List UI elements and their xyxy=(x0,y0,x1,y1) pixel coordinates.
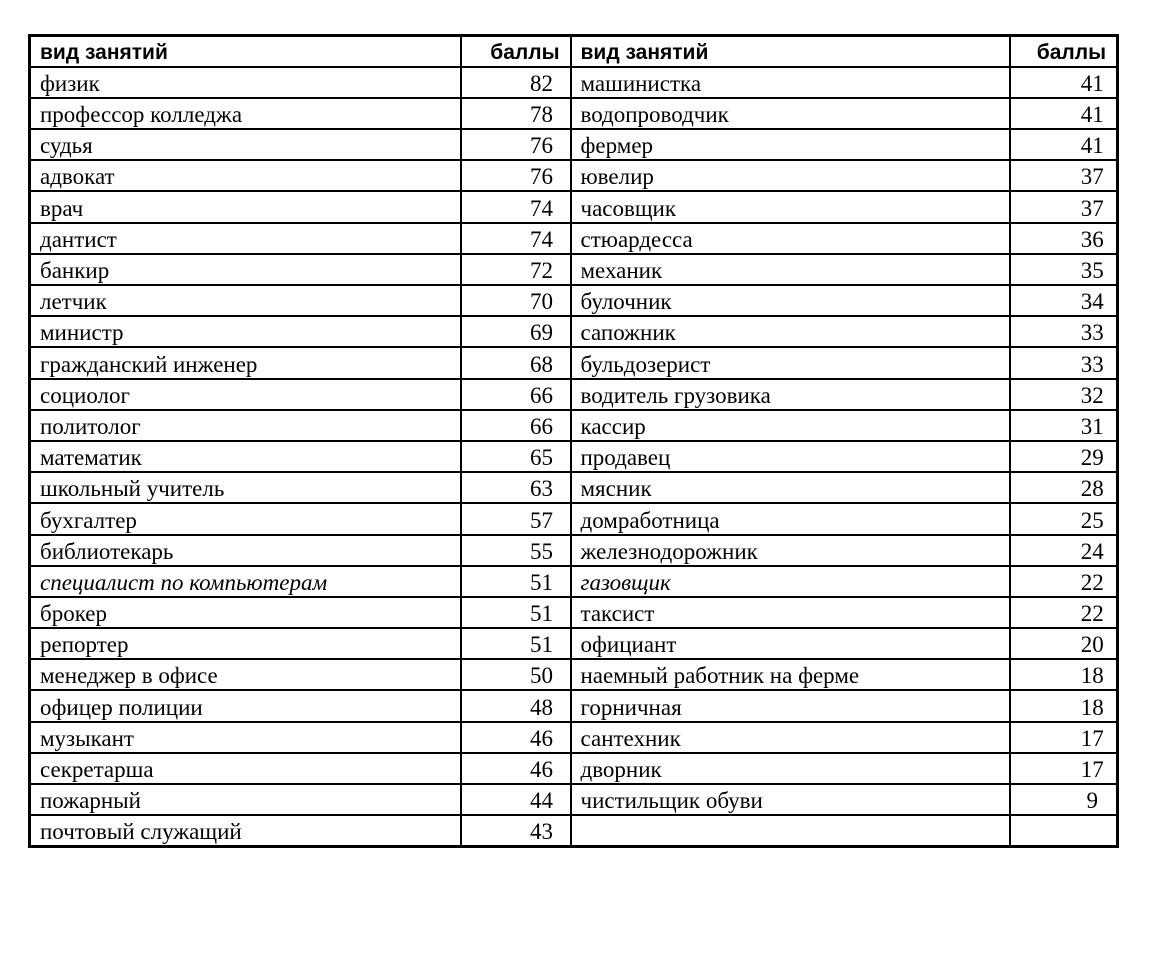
occupation-right-cell: бульдозерист xyxy=(571,347,1010,378)
score-left-cell xyxy=(461,129,571,160)
score-left-cell xyxy=(461,347,571,378)
occupation-left-cell: летчик xyxy=(30,285,461,316)
table-row xyxy=(30,566,1118,597)
occupation-right-cell: таксист xyxy=(571,597,1010,628)
occupation-right-cell: горничная xyxy=(571,690,1010,721)
score-value: 35 xyxy=(1080,258,1104,283)
score-right-cell xyxy=(1010,410,1118,441)
occupation-prestige-table xyxy=(28,34,1119,848)
table-row xyxy=(30,441,1118,472)
score-left-cell xyxy=(461,285,571,316)
occupation-right-cell: железнодорожник xyxy=(571,535,1010,566)
table-row xyxy=(30,597,1118,628)
score-right-cell xyxy=(1010,628,1118,659)
occupation-right-cell: ювелир xyxy=(571,160,1010,191)
score-value: 37 xyxy=(1080,195,1104,221)
occupation-right-cell: чистильщик обуви xyxy=(571,784,1010,815)
score-value: 22 xyxy=(1080,569,1104,595)
occupation-right-cell: официант xyxy=(571,628,1010,659)
occupation-right-cell: сапожник xyxy=(571,316,1010,347)
score-right-cell xyxy=(1010,67,1118,98)
table-row xyxy=(30,535,1118,566)
score-value: 66 xyxy=(530,413,553,439)
occupation-right-cell: водитель грузовика xyxy=(571,379,1010,410)
score-right-cell xyxy=(1010,503,1118,534)
occupation-left-cell: физик xyxy=(30,67,461,98)
score-value: 34 xyxy=(1080,289,1104,315)
score-right-cell xyxy=(1010,815,1118,846)
score-value: 41 xyxy=(1080,102,1104,128)
score-right-cell xyxy=(1010,597,1118,628)
score-value: 31 xyxy=(1080,413,1104,439)
occupation-left-cell: политолог xyxy=(30,410,461,441)
score-value: 18 xyxy=(1080,663,1104,689)
table-row xyxy=(30,254,1118,285)
table-row xyxy=(30,223,1118,254)
score-value: 76 xyxy=(530,164,553,190)
score-value: 24 xyxy=(1080,538,1104,564)
header-score-right: баллы xyxy=(1010,36,1118,67)
score-value: 46 xyxy=(530,725,553,751)
score-right-cell xyxy=(1010,379,1118,410)
score-value: 76 xyxy=(530,133,553,159)
occupation-left-cell: менеджер в офисе xyxy=(30,659,461,690)
score-left-cell xyxy=(461,566,571,597)
score-left-cell xyxy=(461,223,571,254)
score-value: 82 xyxy=(530,70,553,96)
score-right-cell xyxy=(1010,223,1118,254)
occupation-right-cell: кассир xyxy=(571,410,1010,441)
occupation-left-cell: почтовый служащий xyxy=(30,815,461,846)
occupation-left-cell: адвокат xyxy=(30,160,461,191)
score-left-cell xyxy=(461,316,571,347)
score-left-cell xyxy=(461,472,571,503)
score-value: 74 xyxy=(530,195,553,221)
occupation-right-cell: продавец xyxy=(571,441,1010,472)
table-row xyxy=(30,472,1118,503)
occupation-left-cell: министр xyxy=(30,316,461,347)
header-occupation-left: вид занятий xyxy=(30,36,461,67)
score-value: 33 xyxy=(1080,351,1104,377)
occupation-right-cell: мясник xyxy=(571,472,1010,503)
occupation-right-cell: стюардесса xyxy=(571,223,1010,254)
table-row xyxy=(30,722,1118,753)
score-left-cell xyxy=(461,722,571,753)
occupation-right-cell: дворник xyxy=(571,753,1010,784)
score-value: 17 xyxy=(1080,757,1104,782)
score-value: 25 xyxy=(1080,507,1104,533)
score-value: 51 xyxy=(530,569,553,595)
score-value: 57 xyxy=(530,507,553,533)
score-value: 74 xyxy=(530,226,553,252)
occupation-left-cell: библиотекарь xyxy=(30,535,461,566)
score-value: 50 xyxy=(530,663,553,689)
table-row xyxy=(30,98,1118,129)
table-row xyxy=(30,628,1118,659)
occupation-left-cell: секретарша xyxy=(30,753,461,784)
occupation-right-cell xyxy=(571,815,1010,846)
score-left-cell xyxy=(461,98,571,129)
occupation-right-cell: домработница xyxy=(571,503,1010,534)
occupation-right-cell: часовщик xyxy=(571,191,1010,222)
table-row xyxy=(30,753,1118,784)
score-value: 68 xyxy=(530,351,553,377)
header-score-left: баллы xyxy=(461,36,571,67)
table-row xyxy=(30,659,1118,690)
table-row xyxy=(30,784,1118,815)
score-right-cell xyxy=(1010,722,1118,753)
occupation-left-cell: судья xyxy=(30,129,461,160)
score-value: 36 xyxy=(1080,226,1104,252)
occupation-left-cell: школьный учитель xyxy=(30,472,461,503)
score-value: 18 xyxy=(1080,694,1104,720)
score-value: 66 xyxy=(530,382,553,408)
score-value: 48 xyxy=(530,694,553,720)
score-right-cell xyxy=(1010,160,1118,191)
table-row xyxy=(30,316,1118,347)
score-value: 20 xyxy=(1080,632,1104,658)
score-value: 43 xyxy=(530,818,553,844)
occupation-left-cell: брокер xyxy=(30,597,461,628)
table-row xyxy=(30,285,1118,316)
occupation-left-cell: математик xyxy=(30,441,461,472)
score-left-cell xyxy=(461,191,571,222)
score-left-cell xyxy=(461,441,571,472)
score-value: 55 xyxy=(530,538,553,564)
score-right-cell xyxy=(1010,129,1118,160)
table-row xyxy=(30,191,1118,222)
score-left-cell xyxy=(461,254,571,285)
occupation-left-cell: профессор колледжа xyxy=(30,98,461,129)
score-right-cell xyxy=(1010,285,1118,316)
table-row xyxy=(30,690,1118,721)
score-value: 37 xyxy=(1080,164,1104,190)
occupation-left-cell: врач xyxy=(30,191,461,222)
occupation-left-cell: репортер xyxy=(30,628,461,659)
score-right-cell xyxy=(1010,690,1118,721)
occupation-right-cell: булочник xyxy=(571,285,1010,316)
occupation-right-cell: сантехник xyxy=(571,722,1010,753)
score-right-cell xyxy=(1010,535,1118,566)
score-value: 28 xyxy=(1080,476,1104,502)
occupation-left-cell: музыкант xyxy=(30,722,461,753)
table-row xyxy=(30,347,1118,378)
table-row xyxy=(30,379,1118,410)
occupation-right-cell: машинистка xyxy=(571,67,1010,98)
score-left-cell xyxy=(461,690,571,721)
score-right-cell xyxy=(1010,98,1118,129)
table-row xyxy=(30,129,1118,160)
score-right-cell xyxy=(1010,784,1118,815)
score-right-cell xyxy=(1010,254,1118,285)
score-value: 9 xyxy=(1086,788,1098,814)
occupation-left-cell: банкир xyxy=(30,254,461,285)
score-value: 33 xyxy=(1080,320,1104,346)
score-right-cell xyxy=(1010,441,1118,472)
score-value: 29 xyxy=(1080,445,1104,471)
score-value: 44 xyxy=(530,788,553,814)
occupation-left-cell: офицер полиции xyxy=(30,690,461,721)
score-left-cell xyxy=(461,628,571,659)
score-value: 22 xyxy=(1080,601,1104,627)
score-left-cell xyxy=(461,160,571,191)
score-left-cell xyxy=(461,597,571,628)
score-right-cell xyxy=(1010,659,1118,690)
score-value: 41 xyxy=(1080,133,1104,159)
score-value: 65 xyxy=(530,445,553,471)
occupation-left-cell: дантист xyxy=(30,223,461,254)
occupation-left-cell: бухгалтер xyxy=(30,503,461,534)
occupation-left-cell: пожарный xyxy=(30,784,461,815)
occupation-left-cell: социолог xyxy=(30,379,461,410)
occupation-right-cell: фермер xyxy=(571,129,1010,160)
score-value: 70 xyxy=(530,289,553,315)
score-left-cell xyxy=(461,753,571,784)
score-value: 46 xyxy=(530,757,553,782)
score-left-cell xyxy=(461,815,571,846)
header-occupation-right: вид занятий xyxy=(571,36,1010,67)
score-left-cell xyxy=(461,535,571,566)
score-value: 69 xyxy=(530,320,553,346)
score-left-cell xyxy=(461,379,571,410)
score-left-cell xyxy=(461,784,571,815)
score-right-cell xyxy=(1010,316,1118,347)
score-value: 63 xyxy=(530,476,553,502)
score-right-cell xyxy=(1010,191,1118,222)
header-row xyxy=(30,36,1118,67)
table-row xyxy=(30,503,1118,534)
score-value: 72 xyxy=(530,258,553,283)
score-right-cell xyxy=(1010,472,1118,503)
score-right-cell xyxy=(1010,566,1118,597)
table-row xyxy=(30,67,1118,98)
table-row xyxy=(30,160,1118,191)
score-left-cell xyxy=(461,410,571,441)
score-left-cell xyxy=(461,503,571,534)
occupation-right-cell: газовщик xyxy=(571,566,1010,597)
score-left-cell xyxy=(461,67,571,98)
table-row xyxy=(30,815,1118,846)
score-value: 51 xyxy=(530,601,553,627)
score-right-cell xyxy=(1010,347,1118,378)
score-value: 41 xyxy=(1080,70,1104,96)
score-value: 17 xyxy=(1080,725,1104,751)
score-value: 78 xyxy=(530,102,553,128)
table-body xyxy=(30,67,1118,847)
table-row xyxy=(30,410,1118,441)
score-right-cell xyxy=(1010,753,1118,784)
score-left-cell xyxy=(461,659,571,690)
score-value: 32 xyxy=(1080,382,1104,408)
occupation-right-cell: водопроводчик xyxy=(571,98,1010,129)
occupation-right-cell: механик xyxy=(571,254,1010,285)
occupation-left-cell: специалист по компьютерам xyxy=(30,566,461,597)
score-value: 51 xyxy=(530,632,553,658)
occupation-right-cell: наемный работник на ферме xyxy=(571,659,1010,690)
occupation-left-cell: гражданский инженер xyxy=(30,347,461,378)
